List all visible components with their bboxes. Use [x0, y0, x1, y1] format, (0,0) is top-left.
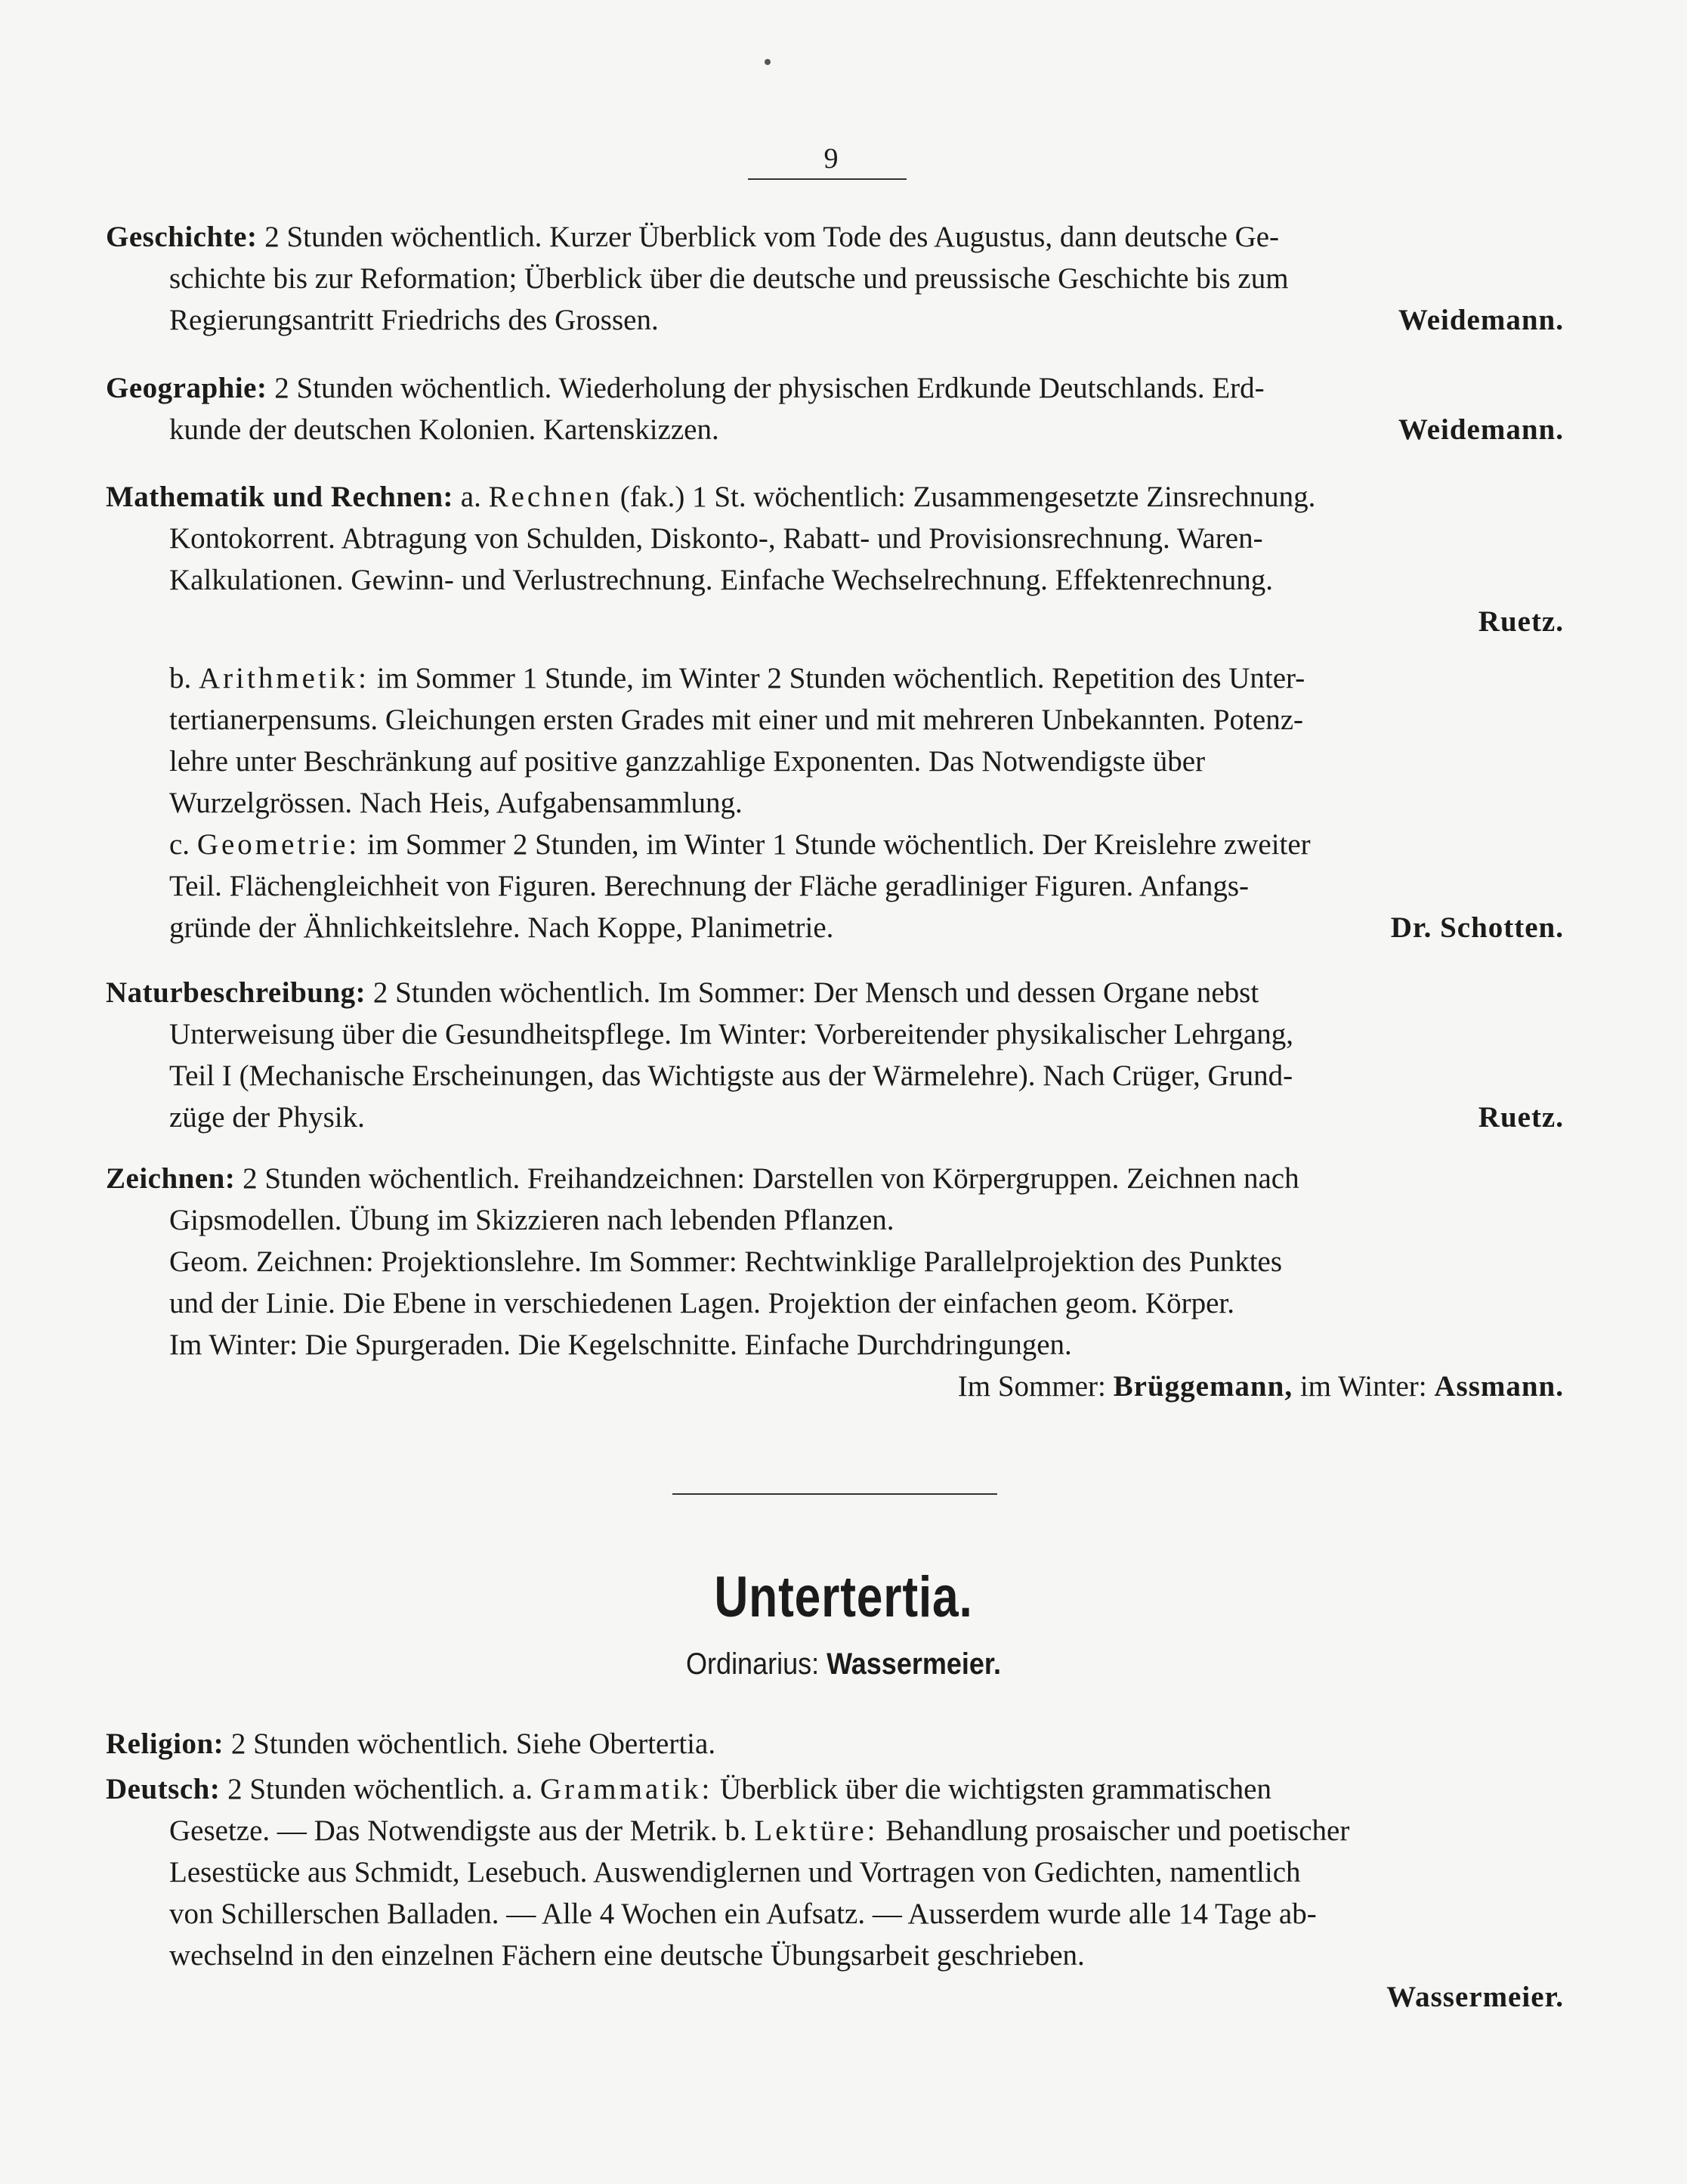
text-line [106, 1935, 1564, 1976]
text-line [106, 972, 1564, 1013]
ordinarius-label: Ordinarius: [686, 1647, 820, 1681]
text-span: von Schillerschen Balladen. — Alle 4 Wochen ein Aufsatz. — Ausserdem wurde alle 14 Tage ab- [169, 1898, 1317, 1930]
spaced-term: Lektüre: [754, 1814, 879, 1847]
text-line [106, 476, 1564, 518]
section-geschichte [106, 216, 1564, 341]
text-span: im Sommer 1 Stunde, im Winter 2 Stunden wöchentlich. Repetition des Unter- [376, 662, 1305, 694]
text-line [106, 657, 1564, 699]
text-line [106, 409, 1564, 450]
section-heading: Zeichnen: [106, 1162, 236, 1195]
section-heading: Naturbeschreibung: [106, 976, 366, 1009]
text-span: Gipsmodellen. Übung im Skizzieren nach lebenden Pflanzen. [169, 1204, 894, 1236]
text-span: wechselnd in den einzelnen Fächern eine deutsche Übungsarbeit geschrieben. [169, 1939, 1085, 1972]
text-span: Gesetze. — Das Notwendigste aus der Metrik. b. [169, 1814, 747, 1847]
page-number: 9 [823, 143, 839, 175]
section-geographie [106, 367, 1564, 450]
text-span: 2 Stunden wöchentlich. Im Sommer: Der Mensch und dessen Organe nebst [372, 976, 1259, 1009]
text-span: a. [460, 481, 481, 513]
teacher-signature: Assmann. [1434, 1370, 1564, 1403]
text-span: 2 Stunden wöchentlich. Freihandzeichnen: Darstellen von Körpergruppen. Zeichnen nach [243, 1162, 1299, 1195]
section-deutsch [106, 1768, 1564, 2018]
spaced-term: Arithmetik: [199, 662, 369, 694]
page-number-rule [748, 178, 907, 180]
text-line [106, 907, 1564, 948]
text-span: Überblick über die wichtigsten grammatischen [720, 1773, 1271, 1805]
section-heading: Deutsch: [106, 1773, 221, 1805]
text-span: Regierungsantritt Friedrichs des Grossen. [169, 304, 659, 336]
class-title: Untertertia. [714, 1565, 973, 1629]
text-span: Kontokorrent. Abtragung von Schulden, Diskonto-, Rabatt- und Provisionsrechnung. Waren- [169, 522, 1263, 555]
teacher-signature: Weidemann. [1398, 413, 1564, 446]
text-line [106, 824, 1564, 865]
text-span: Kalkulationen. Gewinn- und Verlustrechnung. Einfache Wechselrechnung. Effektenrechnung. [169, 564, 1274, 596]
text-span: und der Linie. Die Ebene in verschiedenen Lagen. Projektion der einfachen geom. Körper. [169, 1287, 1234, 1319]
text-line [106, 1158, 1564, 1199]
text-line [106, 367, 1564, 409]
text-line [106, 782, 1564, 824]
text-span: Im Sommer: [957, 1370, 1106, 1403]
text-span: lehre unter Beschränkung auf positive ganzzahlige Exponenten. Das Notwendigste über [169, 745, 1206, 778]
text-span: 2 Stunden wöchentlich. Siehe Obertertia. [230, 1728, 716, 1760]
text-span: c. [169, 828, 190, 861]
teacher-signature: Dr. Schotten. [1390, 911, 1564, 944]
text-span: 2 Stunden wöchentlich. Kurzer Überblick vom Tode des Augustus, dann deutsche Ge- [264, 221, 1280, 253]
text-line [106, 518, 1564, 559]
text-line [106, 1097, 1564, 1138]
text-span: Unterweisung über die Gesundheitspflege. Im Winter: Vorbereitender physikalischer Lehrgang, [169, 1018, 1293, 1050]
teacher-signature: Brüggemann, [1113, 1370, 1293, 1403]
ordinarius-name: Wassermeier. [827, 1647, 1001, 1681]
text-line [106, 1366, 1564, 1407]
text-line [106, 559, 1564, 601]
text-line [106, 1851, 1564, 1893]
text-line [106, 299, 1564, 341]
section-zeichnen [106, 1158, 1564, 1407]
text-span: im Winter: [1299, 1370, 1427, 1403]
text-line [106, 865, 1564, 907]
spaced-term: Grammatik: [539, 1773, 713, 1805]
teacher-signature: Wassermeier. [1386, 1981, 1564, 2013]
text-span: 2 Stunden wöchentlich. a. [227, 1773, 533, 1805]
spaced-term: Rechnen [488, 481, 613, 513]
ordinarius-line [85, 1647, 1603, 1681]
text-line [106, 741, 1564, 782]
text-line [106, 1241, 1564, 1282]
text-line [106, 1199, 1564, 1241]
page-mark [765, 59, 771, 65]
text-line [106, 258, 1564, 299]
text-line [106, 1324, 1564, 1366]
text-span: Geom. Zeichnen: Projektionslehre. Im Sommer: Rechtwinklige Parallelprojektion des Punktes [169, 1245, 1283, 1278]
section-heading: Mathematik und Rechnen: [106, 481, 454, 513]
text-line [106, 601, 1564, 642]
text-line [106, 699, 1564, 741]
text-span: gründe der Ähnlichkeitslehre. Nach Koppe, Planimetrie. [169, 911, 834, 944]
section-religion [106, 1723, 1564, 1765]
teacher-signature: Weidemann. [1398, 304, 1564, 336]
teacher-signature: Ruetz. [1478, 1101, 1564, 1134]
text-span: b. [169, 662, 192, 694]
text-line [106, 1013, 1564, 1055]
text-span: Teil I (Mechanische Erscheinungen, das Wichtigste aus der Wärmelehre). Nach Crüger, Grund- [169, 1060, 1293, 1092]
text-span: tertianerpensums. Gleichungen ersten Grades mit einer und mit mehreren Unbekannten. Potenz- [169, 704, 1304, 736]
text-span: Wurzelgrössen. Nach Heis, Aufgabensammlung. [169, 787, 743, 819]
text-line [106, 1810, 1564, 1851]
section-mathematik [106, 476, 1564, 948]
section-divider [672, 1493, 997, 1495]
spaced-term: Geometrie: [196, 828, 360, 861]
text-span: Teil. Flächengleichheit von Figuren. Berechnung der Fläche geradliniger Figuren. Anfangs- [169, 870, 1250, 902]
text-line [106, 1893, 1564, 1935]
text-span: Behandlung prosaischer und poetischer [885, 1814, 1350, 1847]
text-span: Im Winter: Die Spurgeraden. Die Kegelschnitte. Einfache Durchdringungen. [169, 1329, 1072, 1361]
text-span: züge der Physik. [169, 1101, 365, 1134]
text-line [106, 1976, 1564, 2018]
text-span: 2 Stunden wöchentlich. Wiederholung der physischen Erdkunde Deutschlands. Erd- [274, 372, 1265, 404]
text-line [106, 1282, 1564, 1324]
text-line [106, 1768, 1564, 1810]
text-span: (fak.) 1 St. wöchentlich: Zusammengesetzte Zinsrechnung. [619, 481, 1316, 513]
text-span: schichte bis zur Reformation; Überblick über die deutsche und preussische Geschichte bis zum [169, 262, 1289, 295]
text-line [106, 1055, 1564, 1097]
teacher-signature: Ruetz. [1478, 605, 1564, 638]
section-heading: Geographie: [106, 372, 267, 404]
text-span: kunde der deutschen Kolonien. Kartenskizzen. [169, 413, 719, 446]
text-line [106, 1723, 1564, 1765]
section-heading: Geschichte: [106, 221, 258, 253]
text-span: Lesestücke aus Schmidt, Lesebuch. Auswendiglernen und Vortragen von Gedichten, namentlich [169, 1856, 1301, 1889]
text-span: im Sommer 2 Stunden, im Winter 1 Stunde wöchentlich. Der Kreislehre zweiter [367, 828, 1311, 861]
section-heading: Religion: [106, 1728, 224, 1760]
text-line [106, 216, 1564, 258]
section-naturbeschreibung [106, 972, 1564, 1138]
